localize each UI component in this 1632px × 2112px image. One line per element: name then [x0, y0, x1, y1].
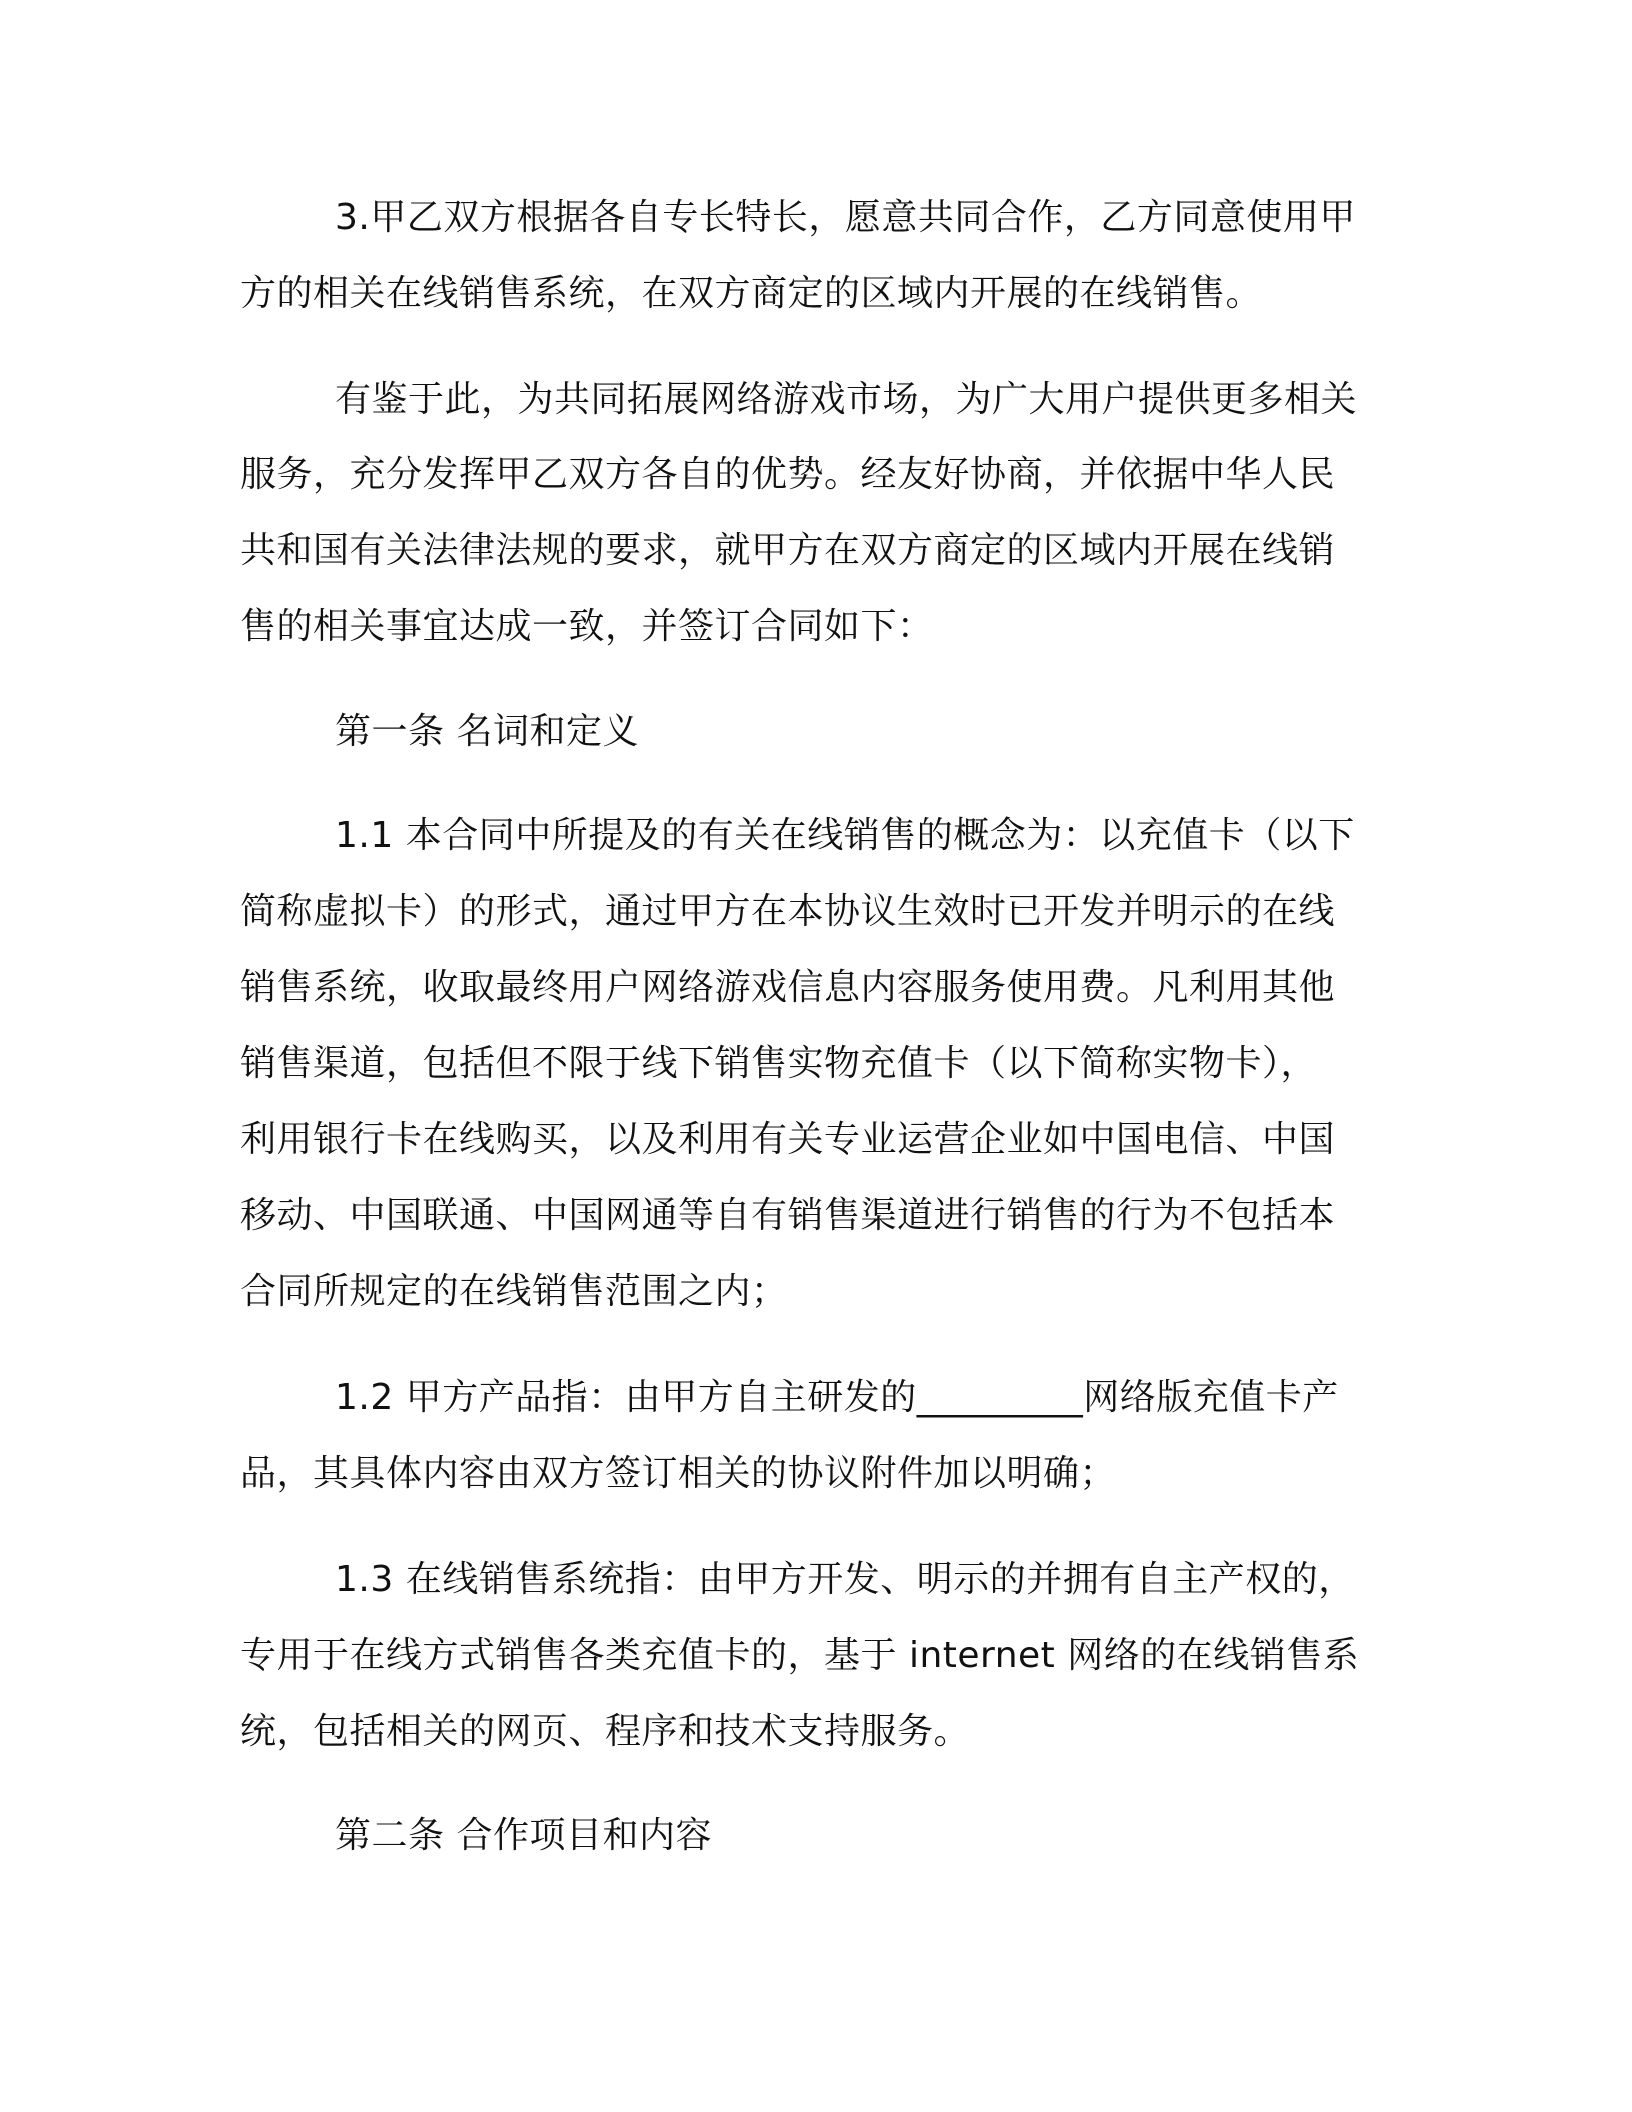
article-1-heading: 第一条 名词和定义 [335, 711, 639, 752]
clause-1-3-line-2: 专用于在线方式销售各类充值卡的，基于 internet 网络的在线销售系 [240, 1635, 1360, 1676]
whereas-line-4: 售的相关事宜达成一致，并签订合同如下： [240, 606, 934, 647]
clause-1-1-line-6: 移动、中国联通、中国网通等自有销售渠道进行销售的行为不包括本 [240, 1195, 1336, 1236]
clause-1-1-line-7: 合同所规定的在线销售范围之内； [240, 1271, 788, 1312]
whereas-line-1: 有鉴于此，为共同拓展网络游戏市场，为广大用户提供更多相关 [335, 379, 1358, 420]
article-2-heading: 第二条 合作项目和内容 [335, 1815, 712, 1856]
clause-1-2-line-1: 1.2 甲方产品指：由甲方自主研发的_________网络版充值卡产 [335, 1377, 1339, 1418]
paragraph-3-line-2: 方的相关在线销售系统，在双方商定的区域内开展的在线销售。 [240, 273, 1263, 314]
whereas-line-2: 服务，充分发挥甲乙双方各自的优势。经友好协商，并依据中华人民 [240, 454, 1336, 495]
clause-1-2-line-2: 品，其具体内容由双方签订相关的协议附件加以明确； [240, 1453, 1117, 1494]
paragraph-3-line-1: 3.甲乙双方根据各自专长特长，愿意共同合作，乙方同意使用甲 [335, 197, 1356, 238]
clause-1-1-line-1: 1.1 本合同中所提及的有关在线销售的概念为：以充值卡（以下 [335, 815, 1355, 856]
clause-1-3-line-3: 统，包括相关的网页、程序和技术支持服务。 [240, 1711, 971, 1752]
clause-1-1-line-4: 销售渠道，包括但不限于线下销售实物充值卡（以下简称实物卡）， [240, 1043, 1318, 1084]
whereas-line-3: 共和国有关法律法规的要求，就甲方在双方商定的区域内开展在线销 [240, 530, 1336, 571]
clause-1-1-line-5: 利用银行卡在线购买，以及利用有关专业运营企业如中国电信、中国 [240, 1119, 1336, 1160]
clause-1-3-line-1: 1.3 在线销售系统指：由甲方开发、明示的并拥有自主产权的， [335, 1559, 1355, 1600]
clause-1-1-line-2: 简称虚拟卡）的形式，通过甲方在本协议生效时已开发并明示的在线 [240, 891, 1336, 932]
clause-1-1-line-3: 销售系统，收取最终用户网络游戏信息内容服务使用费。凡利用其他 [240, 967, 1336, 1008]
